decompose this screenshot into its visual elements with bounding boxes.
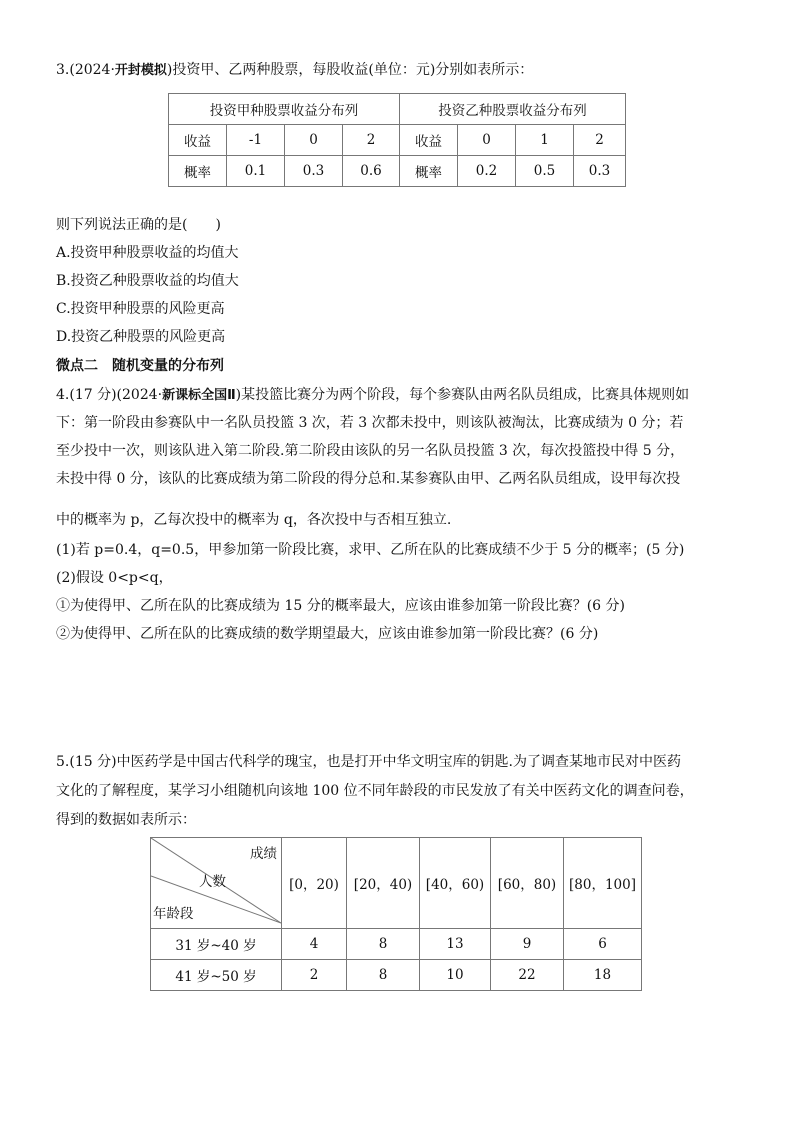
q3-text: )投资甲、乙两种股票，每股收益(单位：元)分别如表所示： — [166, 62, 534, 78]
table-cell: 13 — [420, 929, 491, 960]
q4-line4: 未投中得 0 分，该队的比赛成绩为第二阶段的得分总和.某参赛队由甲、乙两名队员组成，设甲每次投 — [56, 471, 681, 487]
table-cell: 4 — [282, 929, 347, 960]
table-cell: 6 — [564, 929, 642, 960]
table-cell: 0.3 — [285, 156, 343, 187]
table-cell: 0.6 — [343, 156, 400, 187]
q4-line5: 中的概率为 p，乙每次投中的概率为 q，各次投中与否相互独立. — [56, 512, 452, 528]
row-label: 41 岁~50 岁 — [151, 960, 282, 991]
table-cell: -1 — [227, 125, 285, 156]
q3-option-c: C.投资甲种股票的风险更高 — [56, 301, 225, 317]
table-cell: 0.3 — [574, 156, 626, 187]
q4-line1 — [56, 385, 689, 406]
diagonal-header-cell — [151, 838, 282, 929]
q3-option-b: B.投资乙种股票收益的均值大 — [56, 273, 239, 289]
row-label-prob: 概率 — [169, 156, 227, 187]
q3-prefix: 3.(2024· — [56, 62, 115, 78]
table-cell: 0.1 — [227, 156, 285, 187]
table-cell: 22 — [491, 960, 564, 991]
q3-table — [168, 93, 626, 187]
q4-source: 新课标全国Ⅱ — [162, 388, 236, 403]
row-label-return: 收益 — [169, 125, 227, 156]
q3-stem — [56, 60, 533, 81]
q5-line3: 得到的数据如表所示： — [56, 812, 196, 828]
q4-line1-rest: )某投篮比赛分为两个阶段，每个参赛队由两名队员组成，比赛具体规则如 — [235, 387, 690, 403]
table-cell: 9 — [491, 929, 564, 960]
table-cell: 2 — [343, 125, 400, 156]
corner-label-score: 成绩 — [250, 846, 277, 862]
table-cell: 8 — [347, 929, 420, 960]
column-header: [0，20) — [282, 838, 347, 929]
corner-label-age: 年龄段 — [153, 906, 194, 922]
q4-sub2-1: ①为使得甲、乙所在队的比赛成绩为 15 分的概率最大，应该由谁参加第一阶段比赛？(6 分) — [56, 598, 625, 614]
q5-line2: 文化的了解程度，某学习小组随机向该地 100 位不同年龄段的市民发放了有关中医药文化的调查问卷， — [56, 783, 694, 799]
row-label: 31 岁~40 岁 — [151, 929, 282, 960]
q5-line1: 5.(15 分)中医药学是中国古代科学的瑰宝，也是打开中华文明宝库的钥匙.为了调查某地市民对中医药 — [56, 754, 681, 770]
table-cell: 0 — [458, 125, 516, 156]
table-cell: 0 — [285, 125, 343, 156]
table-cell: 2 — [574, 125, 626, 156]
column-header: [60，80) — [491, 838, 564, 929]
q4-sub1: (1)若 p=0.4，q=0.5，甲参加第一阶段比赛，求甲、乙所在队的比赛成绩不少于 5 分的概率；(5 分) — [56, 542, 685, 558]
row-label-return: 收益 — [400, 125, 458, 156]
q4-line3: 至少投中一次，则该队进入第二阶段.第二阶段由该队的另一名队员投篮 3 次，每次投篮投中得 5 分， — [56, 443, 685, 459]
q5-table — [150, 837, 642, 991]
q4-prefix: 4.(17 分)(2024· — [56, 387, 163, 403]
table-cell: 18 — [564, 960, 642, 991]
q3-source: 开封模拟 — [114, 63, 167, 78]
q4-line2: 下：第一阶段由参赛队中一名队员投篮 3 次，若 3 次都未投中，则该队被淘汰，比赛成绩为 0 分；若 — [56, 415, 684, 431]
table-cell: 1 — [516, 125, 574, 156]
q3-question: 则下列说法正确的是( ) — [56, 217, 221, 233]
column-header: [40，60) — [420, 838, 491, 929]
q4-sub2-2: ②为使得甲、乙所在队的比赛成绩的数学期望最大，应该由谁参加第一阶段比赛？(6 分) — [56, 626, 599, 642]
section-title: 微点二 随机变量的分布列 — [56, 358, 224, 374]
column-header: [80，100] — [564, 838, 642, 929]
table-row — [151, 960, 642, 991]
q4-sub2: (2)假设 0<p<q， — [56, 570, 173, 586]
q3-option-d: D.投资乙种股票的风险更高 — [56, 329, 226, 345]
table-cell: 0.5 — [516, 156, 574, 187]
column-header: [20，40) — [347, 838, 420, 929]
table-row — [151, 929, 642, 960]
table-cell: 0.2 — [458, 156, 516, 187]
row-label-prob: 概率 — [400, 156, 458, 187]
table-header-a: 投资甲种股票收益分布列 — [169, 94, 400, 125]
table-cell: 8 — [347, 960, 420, 991]
table-cell: 10 — [420, 960, 491, 991]
q3-option-a: A.投资甲种股票收益的均值大 — [56, 245, 239, 261]
table-header-b: 投资乙种股票收益分布列 — [400, 94, 626, 125]
corner-label-count: 人数 — [199, 874, 226, 890]
table-cell: 2 — [282, 960, 347, 991]
